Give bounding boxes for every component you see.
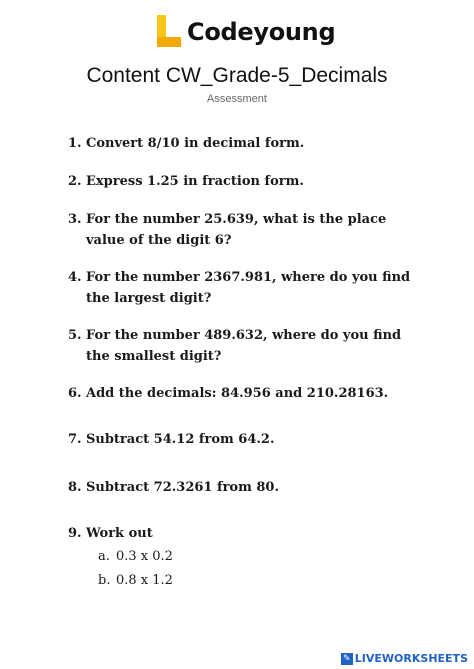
question-number: 1. <box>68 136 82 151</box>
question-9 <box>68 523 418 544</box>
subitem-a <box>98 547 173 567</box>
subitem-label: b. <box>98 573 111 588</box>
question-text: Subtract 54.12 from 64.2. <box>86 432 275 447</box>
question-text: Express 1.25 in fraction form. <box>86 174 304 189</box>
page-subtitle: Assessment <box>207 93 267 105</box>
subitem-text: 0.3 x 0.2 <box>116 549 173 564</box>
question-number: 7. <box>68 432 82 447</box>
question-1 <box>68 133 418 154</box>
question-text: For the number 25.639, what is the place value of the digit 6? <box>86 212 387 248</box>
question-text: For the number 2367.981, where do you find the largest digit? <box>86 270 411 306</box>
question-text: For the number 489.632, where do you find the smallest digit? <box>86 328 402 364</box>
liveworksheets-badge[interactable] <box>341 652 468 665</box>
question-number: 6. <box>68 386 82 401</box>
subitem-text: 0.8 x 1.2 <box>116 573 173 588</box>
question-7 <box>68 429 418 450</box>
subitem-label: a. <box>98 549 110 564</box>
question-4 <box>68 267 418 309</box>
subitem-b <box>98 571 173 591</box>
question-5 <box>68 325 418 367</box>
question-text: Work out <box>86 526 153 541</box>
question-8 <box>68 477 418 498</box>
logo-text: Codeyoung <box>187 18 336 46</box>
question-text: Convert 8/10 in decimal form. <box>86 136 305 151</box>
codeyoung-logo-icon <box>157 15 183 49</box>
question-number: 4. <box>68 270 82 285</box>
page-title: Content CW_Grade-5_Decimals <box>86 64 388 87</box>
question-number: 8. <box>68 480 82 495</box>
question-3 <box>68 209 418 251</box>
question-text: Subtract 72.3261 from 80. <box>86 480 279 495</box>
question-2 <box>68 171 418 192</box>
question-number: 9. <box>68 526 82 541</box>
footer-text: LIVEWORKSHEETS <box>354 652 468 665</box>
question-6 <box>68 383 418 404</box>
question-text: Add the decimals: 84.956 and 210.28163. <box>86 386 389 401</box>
question-number: 3. <box>68 212 82 227</box>
question-number: 5. <box>68 328 82 343</box>
question-number: 2. <box>68 174 82 189</box>
codeyoung-logo <box>157 12 335 52</box>
liveworksheets-icon: ✎ <box>341 653 353 665</box>
